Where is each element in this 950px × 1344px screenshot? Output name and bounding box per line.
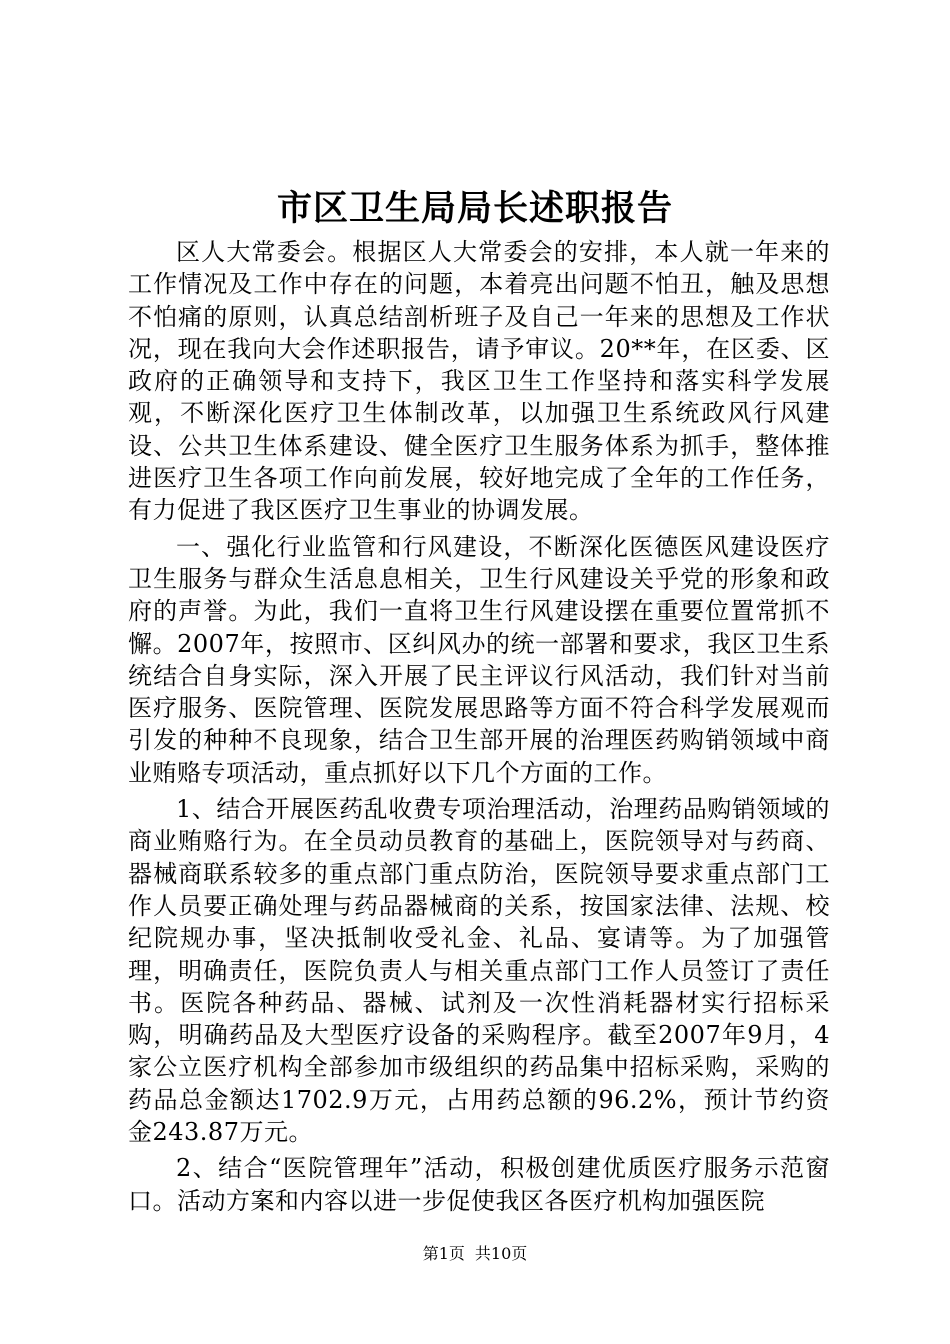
- paragraph-intro: 区人大常委会。根据区人大常委会的安排，本人就一年来的工作情况及工作中存在的问题，本着亮出问题不怕丑，触及思想不怕痛的原则，认真总结剖析班子及自己一年来的思想及工作状况，现在我向大会作述职报告，请予审议。20**年，在区委、区政府的正确领导和支持下，我区卫生工作坚持和落实科学发展观，不断深化医疗卫生体制改革，以加强卫生系统政风行风建设、公共卫生体系建设、健全医疗卫生服务体系为抓手，整体推进医疗卫生各项工作向前发展，较好地完成了全年的工作任务，有力促进了我区医疗卫生事业的协调发展。: [128, 238, 830, 525]
- document-title: 市区卫生局局长述职报告: [276, 188, 673, 229]
- page-number-current: 第1页: [422, 1244, 465, 1263]
- document-body: [128, 236, 830, 1221]
- paragraph-item-1: 1、结合开展医药乱收费专项治理活动，治理药品购销领域的商业贿赂行为。在全员动员教育的基础上，医院领导对与药商、器械商联系较多的重点部门重点防治，医院领导要求重点部门工作人员要正确处理与药品器械商的关系，按国家法律、法规、校纪院规办事，坚决抵制收受礼金、礼品、宴请等。为了加强管理，明确责任，医院负责人与相关重点部门工作人员签订了责任书。医院各种药品、器械、试剂及一次性消耗器材实行招标采购，明确药品及大型医疗设备的采购程序。截至2007年9月，4家公立医疗机构全部参加市级组织的药品集中招标采购，采购的药品总金额达1702.9万元，占用药总额的96.2%，预计节约资金243.87万元。: [128, 795, 830, 1147]
- page-footer: [0, 1243, 950, 1265]
- paragraph-item-2: 2、结合“医院管理年”活动，积极创建优质医疗服务示范窗口。活动方案和内容以进一步促使我区各医疗机构加强医院: [128, 1154, 830, 1215]
- page-number-total: 共10页: [474, 1244, 528, 1263]
- paragraph-section-1: 一、强化行业监管和行风建设，不断深化医德医风建设医疗卫生服务与群众生活息息相关，卫生行风建设关乎党的形象和政府的声誉。为此，我们一直将卫生行风建设摆在重要位置常抓不懈。2007年，按照市、区纠风办的统一部署和要求，我区卫生系统结合自身实际，深入开展了民主评议行风活动，我们针对当前医疗服务、医院管理、医院发展思路等方面不符合科学发展观而引发的种种不良现象，结合卫生部开展的治理医药购销领域中商业贿赂专项活动，重点抓好以下几个方面的工作。: [128, 532, 830, 787]
